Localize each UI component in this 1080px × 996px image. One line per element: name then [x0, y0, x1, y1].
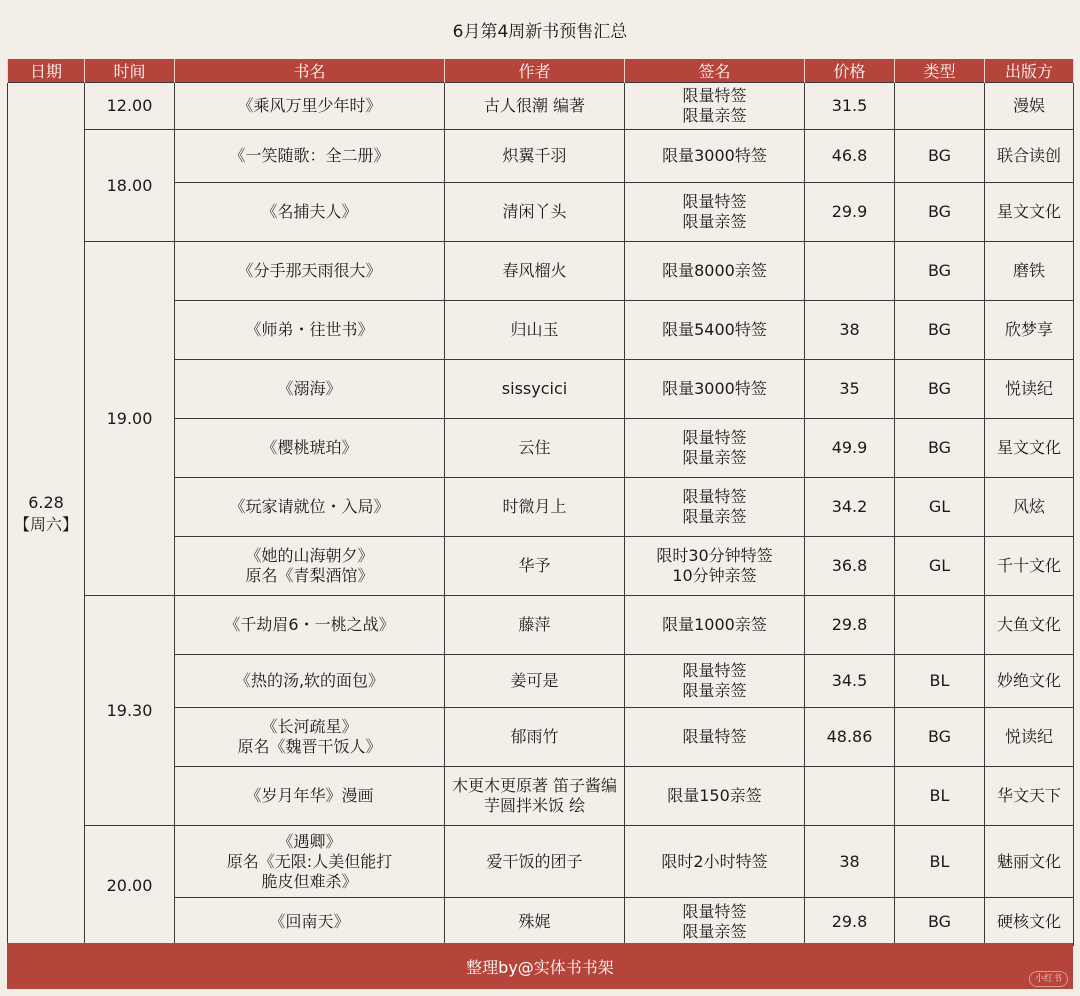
- time-cell: 12.00: [85, 83, 175, 130]
- signature-cell: [625, 596, 805, 655]
- book-title-cell: [175, 183, 445, 242]
- signature-line: 10分钟亲签: [672, 566, 757, 585]
- book-title-cell: [175, 360, 445, 419]
- price-cell: 34.5: [805, 655, 895, 708]
- book-title-line: 《乘风万里少年时》: [237, 96, 382, 115]
- price-cell: 29.8: [805, 596, 895, 655]
- header-signature: 签名: [625, 59, 805, 83]
- author-line: 清闲丫头: [502, 202, 567, 221]
- signature-line: 限量特签: [682, 428, 747, 447]
- author-line: 古人很潮 编著: [483, 96, 586, 115]
- time-cell: 19.30: [85, 596, 175, 826]
- author-line: 藤萍: [518, 615, 551, 634]
- book-title-line: 脆皮但难杀》: [261, 871, 358, 891]
- book-title-cell: [175, 301, 445, 360]
- author-line: 殊娓: [518, 911, 551, 931]
- publisher-cell: 悦读纪: [985, 708, 1074, 767]
- book-title-line: 原名《无限:人美但能打: [226, 851, 393, 871]
- header-author: 作者: [445, 59, 625, 83]
- signature-line: 限量3000特签: [662, 379, 767, 398]
- signature-cell: [625, 655, 805, 708]
- book-title-cell: [175, 478, 445, 537]
- date-cell: [8, 83, 85, 946]
- header-title: 书名: [175, 59, 445, 83]
- author-line: 华予: [518, 556, 551, 575]
- signature-cell: [625, 130, 805, 183]
- book-title-cell: [175, 708, 445, 767]
- book-title-cell: [175, 826, 445, 898]
- publisher-cell: 妙绝文化: [985, 655, 1074, 708]
- genre-cell: BG: [895, 708, 985, 767]
- price-cell: [805, 767, 895, 826]
- time-cell: 18.00: [85, 130, 175, 242]
- header-price: 价格: [805, 59, 895, 83]
- genre-cell: BL: [895, 767, 985, 826]
- price-cell: 35: [805, 360, 895, 419]
- signature-line: 限量亲签: [682, 921, 747, 941]
- book-title-line: 《热的汤,软的面包》: [234, 671, 385, 690]
- author-cell: [445, 242, 625, 301]
- signature-line: 限量亲签: [682, 681, 747, 700]
- time-cell: 19.00: [85, 242, 175, 596]
- price-cell: 38: [805, 826, 895, 898]
- book-title-line: 《玩家请就位・入局》: [229, 497, 390, 516]
- author-cell: [445, 301, 625, 360]
- author-cell: [445, 767, 625, 826]
- author-cell: [445, 898, 625, 946]
- price-cell: 29.9: [805, 183, 895, 242]
- author-line: sissycici: [501, 379, 568, 398]
- signature-line: 限时30分钟特签: [656, 546, 773, 565]
- signature-cell: [625, 301, 805, 360]
- time-cell: 20.00: [85, 826, 175, 946]
- book-title-line: 原名《青梨酒馆》: [245, 566, 374, 585]
- publisher-cell: 华文天下: [985, 767, 1074, 826]
- author-cell: [445, 478, 625, 537]
- book-title-cell: [175, 898, 445, 946]
- author-cell: [445, 130, 625, 183]
- genre-cell: BG: [895, 360, 985, 419]
- genre-cell: BG: [895, 130, 985, 183]
- footer-credit: 整理by@实体书书架: [7, 943, 1073, 989]
- author-cell: [445, 537, 625, 596]
- genre-cell: BG: [895, 183, 985, 242]
- signature-cell: [625, 478, 805, 537]
- book-title-line: 《樱桃琥珀》: [261, 438, 358, 457]
- price-cell: 29.8: [805, 898, 895, 946]
- signature-line: 限量特签: [682, 86, 747, 105]
- publisher-cell: 魅丽文化: [985, 826, 1074, 898]
- signature-line: 限量特签: [682, 901, 747, 921]
- genre-cell: GL: [895, 478, 985, 537]
- author-line: 爱干饭的团子: [486, 851, 583, 871]
- author-line: 春风榴火: [502, 261, 567, 280]
- book-title-line: 《遇卿》: [277, 831, 342, 851]
- author-line: 木更木更原著 笛子酱编: [451, 776, 618, 795]
- signature-cell: [625, 767, 805, 826]
- author-cell: [445, 419, 625, 478]
- author-line: 归山玉: [510, 320, 559, 339]
- publisher-cell: 风炫: [985, 478, 1074, 537]
- author-cell: [445, 596, 625, 655]
- signature-cell: [625, 826, 805, 898]
- book-title-line: 《长河疏星》: [261, 717, 358, 736]
- book-title-cell: [175, 419, 445, 478]
- signature-line: 限量1000亲签: [662, 615, 767, 634]
- header-genre: 类型: [895, 59, 985, 83]
- price-cell: 49.9: [805, 419, 895, 478]
- author-line: 郁雨竹: [510, 727, 559, 746]
- publisher-cell: 星文文化: [985, 419, 1074, 478]
- genre-cell: BL: [895, 826, 985, 898]
- author-line: 云住: [518, 438, 551, 457]
- signature-cell: [625, 242, 805, 301]
- book-title-cell: [175, 242, 445, 301]
- genre-cell: BG: [895, 301, 985, 360]
- book-title-cell: [175, 130, 445, 183]
- publisher-cell: 磨铁: [985, 242, 1074, 301]
- signature-cell: [625, 83, 805, 130]
- signature-line: 限量亲签: [682, 106, 747, 125]
- signature-line: 限量特签: [682, 727, 747, 746]
- price-cell: 36.8: [805, 537, 895, 596]
- book-title-cell: [175, 83, 445, 130]
- publisher-cell: 欣梦享: [985, 301, 1074, 360]
- book-title-line: 《她的山海朝夕》: [245, 546, 374, 565]
- author-cell: [445, 360, 625, 419]
- signature-line: 限量亲签: [682, 507, 747, 526]
- signature-line: 限量3000特签: [662, 146, 767, 165]
- author-cell: [445, 655, 625, 708]
- header-time: 时间: [85, 59, 175, 83]
- book-title-cell: [175, 767, 445, 826]
- book-title-line: 《分手那天雨很大》: [237, 261, 382, 280]
- publisher-cell: 悦读纪: [985, 360, 1074, 419]
- signature-line: 限量5400特签: [662, 320, 767, 339]
- price-cell: [805, 242, 895, 301]
- book-title-line: 《溺海》: [277, 379, 342, 398]
- signature-line: 限量8000亲签: [662, 261, 767, 280]
- table-body: [8, 83, 1074, 946]
- signature-cell: [625, 183, 805, 242]
- book-title-cell: [175, 537, 445, 596]
- watermark-badge: 小红书: [1029, 971, 1068, 987]
- signature-line: 限量亲签: [682, 448, 747, 467]
- publisher-cell: 千十文化: [985, 537, 1074, 596]
- book-title-line: 《名捕夫人》: [261, 202, 358, 221]
- signature-cell: [625, 708, 805, 767]
- signature-line: 限量特签: [682, 487, 747, 506]
- genre-cell: [895, 596, 985, 655]
- genre-cell: BG: [895, 898, 985, 946]
- genre-cell: BL: [895, 655, 985, 708]
- presale-table: [7, 59, 1074, 946]
- table-row: [8, 596, 1074, 655]
- price-cell: 31.5: [805, 83, 895, 130]
- page-title: 6月第4周新书预售汇总: [452, 21, 628, 42]
- author-line: 芋圆拌米饭 绘: [483, 796, 586, 815]
- header-row: [8, 59, 1074, 83]
- book-title-line: 《千劫眉6・一桃之战》: [224, 615, 395, 634]
- author-cell: [445, 826, 625, 898]
- book-title-line: 《师弟・往世书》: [245, 320, 374, 339]
- publisher-cell: 联合读创: [985, 130, 1074, 183]
- publisher-cell: 漫娱: [985, 83, 1074, 130]
- price-cell: 46.8: [805, 130, 895, 183]
- price-cell: 48.86: [805, 708, 895, 767]
- genre-cell: [895, 83, 985, 130]
- date-line2: 【周六】: [13, 515, 78, 534]
- publisher-cell: 星文文化: [985, 183, 1074, 242]
- genre-cell: BG: [895, 419, 985, 478]
- book-title-cell: [175, 655, 445, 708]
- price-cell: 34.2: [805, 478, 895, 537]
- author-line: 姜可是: [510, 671, 559, 690]
- signature-line: 限量特签: [682, 192, 747, 211]
- signature-line: 限量150亲签: [667, 786, 762, 805]
- header-publisher: 出版方: [985, 59, 1074, 83]
- publisher-cell: 大鱼文化: [985, 596, 1074, 655]
- book-title-line: 《一笑随歌：全二册》: [229, 146, 390, 165]
- table-row: [8, 130, 1074, 183]
- genre-cell: BG: [895, 242, 985, 301]
- table-row: [8, 826, 1074, 898]
- signature-cell: [625, 898, 805, 946]
- signature-line: 限量亲签: [682, 212, 747, 231]
- author-cell: [445, 708, 625, 767]
- signature-line: 限量特签: [682, 661, 747, 680]
- book-title-line: 原名《魏晋干饭人》: [237, 737, 382, 756]
- date-line1: 6.28: [28, 493, 64, 512]
- price-cell: 38: [805, 301, 895, 360]
- table-row: [8, 83, 1074, 130]
- author-cell: [445, 183, 625, 242]
- table-row: [8, 242, 1074, 301]
- signature-cell: [625, 537, 805, 596]
- publisher-cell: 硬核文化: [985, 898, 1074, 946]
- author-line: 炽翼千羽: [502, 146, 567, 165]
- author-line: 时微月上: [502, 497, 567, 516]
- signature-cell: [625, 360, 805, 419]
- book-title-cell: [175, 596, 445, 655]
- author-cell: [445, 83, 625, 130]
- book-title-line: 《回南天》: [269, 911, 350, 931]
- genre-cell: GL: [895, 537, 985, 596]
- signature-cell: [625, 419, 805, 478]
- header-date: 日期: [8, 59, 85, 83]
- signature-line: 限时2小时特签: [661, 851, 768, 871]
- book-title-line: 《岁月年华》漫画: [245, 786, 374, 805]
